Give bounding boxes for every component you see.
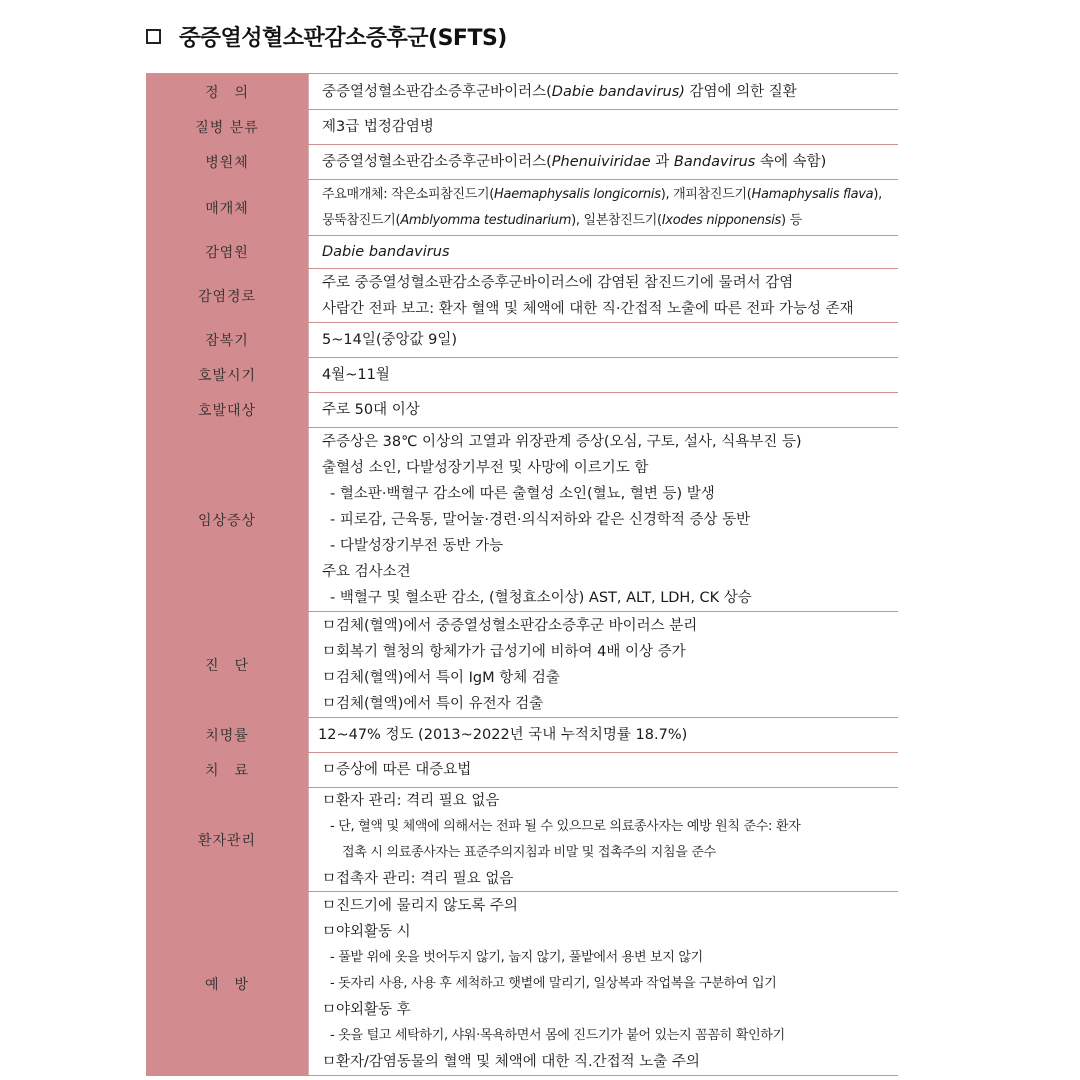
row-label: 임상증상	[146, 428, 309, 611]
row-content	[309, 358, 898, 392]
row-content	[309, 788, 898, 891]
species-italic: Haemaphysalis longicornis	[494, 186, 661, 202]
source-text: Dabie bandavirus	[322, 244, 450, 260]
table-row-source	[146, 236, 898, 269]
text-segment: 중증열성혈소판감소증후군바이러스(	[322, 83, 552, 100]
row-label: 예 방	[146, 892, 309, 1075]
text-segment: 중증열성혈소판감소증후군바이러스(	[322, 154, 552, 170]
text-segment: 뭉뚝참진드기(	[322, 212, 401, 228]
row-label: 병원체	[146, 145, 309, 179]
season-text: 4월~11월	[322, 367, 390, 383]
species-italic: Amblyomma testudinarium	[400, 212, 572, 228]
diagnosis-line-4: ㅁ검체(혈액)에서 특이 유전자 검출	[322, 695, 544, 712]
prevention-line-7: ㅁ환자/감염동물의 혈액 및 체액에 대한 직.간접적 노출 주의	[322, 1053, 700, 1070]
clinical-line-2: 출혈성 소인, 다발성장기부전 및 사망에 이르기도 함	[322, 459, 649, 476]
table-row-patient-management	[146, 788, 898, 892]
row-content	[309, 428, 898, 611]
pathogen-text	[322, 149, 888, 175]
diagnosis-line-1: ㅁ검체(혈액)에서 중증열성혈소판감소증후군 바이러스 분리	[322, 617, 698, 634]
page-title: 중증열성혈소판감소증후군(SFTS)	[179, 25, 507, 51]
patient-mgmt-line-3: 접촉 시 의료종사자는 표준주의지침과 비말 및 접촉주의 지침을 준수	[342, 844, 716, 860]
row-content	[309, 753, 898, 787]
route-line-1: 주로 중증열성혈소판감소증후군바이러스에 감염된 참진드기에 물려서 감염	[322, 274, 794, 291]
fatality-text: 12~47% 정도 (2013~2022년 국내 누적치명률 18.7%)	[318, 727, 688, 743]
row-content	[309, 236, 898, 268]
text-segment: ), 일본참진드기(	[571, 212, 662, 228]
prevention-line-3: - 풀밭 위에 옷을 벗어두지 않기, 눕지 않기, 풀밭에서 용변 보지 않기	[330, 949, 703, 965]
species-italic: Hamaphysalis flava	[751, 186, 874, 202]
vector-line-1	[322, 182, 888, 208]
row-label: 진 단	[146, 612, 309, 717]
text-segment: 속에 속함)	[755, 154, 827, 170]
vector-line-2	[322, 208, 888, 234]
patient-mgmt-line-4: ㅁ접촉자 관리: 격리 필요 없음	[322, 870, 514, 887]
row-content	[309, 269, 898, 322]
row-content	[309, 612, 898, 717]
clinical-line-7: - 백혈구 및 혈소판 감소, (혈청효소이상) AST, ALT, LDH, CK 상승	[330, 589, 752, 606]
diagnosis-line-3: ㅁ검체(혈액)에서 특이 IgM 항체 검출	[322, 669, 560, 686]
row-content	[309, 145, 898, 179]
table-row-incubation	[146, 323, 898, 358]
prevention-line-2: ㅁ야외활동 시	[322, 923, 411, 940]
row-label: 치명률	[146, 718, 309, 752]
definition-text	[322, 79, 888, 105]
text-segment: ),	[873, 186, 882, 202]
table-row-diagnosis	[146, 612, 898, 718]
row-label: 호발대상	[146, 393, 309, 427]
text-segment: 주요매개체: 작은소피참진드기(	[322, 186, 495, 202]
clinical-line-1: 주증상은 38℃ 이상의 고열과 위장관계 증상(오심, 구토, 설사, 식욕부진 등)	[322, 433, 802, 450]
incubation-text: 5~14일(중앙값 9일)	[322, 332, 458, 348]
prevention-line-6: - 옷을 털고 세탁하기, 샤워·목욕하면서 몸에 진드기가 붙어 있는지 꼼꼼히 확인하기	[330, 1027, 785, 1043]
row-content	[309, 74, 898, 109]
checkbox-square-icon	[146, 29, 161, 44]
table-row-treatment	[146, 753, 898, 788]
row-content	[309, 718, 898, 752]
row-label: 호발시기	[146, 358, 309, 392]
table-row-route	[146, 269, 898, 323]
classification-text: 제3급 법정감염병	[322, 119, 434, 135]
text-segment: 감염에 의한 질환	[684, 83, 797, 100]
row-label: 감염경로	[146, 269, 309, 322]
row-label: 감염원	[146, 236, 309, 268]
section-heading	[146, 18, 507, 54]
prevention-line-5: ㅁ야외활동 후	[322, 1001, 411, 1018]
table-row-definition	[146, 74, 898, 110]
table-row-target	[146, 393, 898, 428]
table-row-pathogen	[146, 145, 898, 180]
text-segment: 과	[650, 154, 674, 170]
prevention-line-1: ㅁ진드기에 물리지 않도록 주의	[322, 897, 518, 914]
prevention-line-4: - 돗자리 사용, 사용 후 세척하고 햇볕에 말리기, 일상복과 작업복을 구분하여 입기	[330, 975, 777, 991]
clinical-line-6: 주요 검사소견	[322, 563, 411, 580]
row-content	[309, 180, 898, 235]
target-text: 주로 50대 이상	[322, 402, 420, 418]
table-row-prevention	[146, 892, 898, 1076]
row-content	[309, 110, 898, 144]
family-name-italic: Phenuiviridae	[551, 154, 651, 170]
clinical-line-4: - 피로감, 근육통, 말어눌·경련·의식저하와 같은 신경학적 증상 동반	[330, 511, 751, 528]
route-line-2: 사람간 전파 보고: 환자 혈액 및 체액에 대한 직·간접적 노출에 따른 전파 가능성 존재	[322, 300, 854, 317]
clinical-line-3: - 혈소판·백혈구 감소에 따른 출혈성 소인(혈뇨, 혈변 등) 발생	[330, 485, 715, 502]
patient-mgmt-line-2: - 단, 혈액 및 체액에 의해서는 전파 될 수 있으므로 의료종사자는 예방 원칙 준수: 환자	[330, 818, 801, 834]
row-content	[309, 323, 898, 357]
row-label: 치 료	[146, 753, 309, 787]
virus-name-italic: Dabie bandavirus)	[551, 83, 685, 100]
clinical-line-5: - 다발성장기부전 동반 가능	[330, 537, 504, 554]
species-italic: Ixodes nipponensis	[661, 212, 782, 228]
row-content	[309, 892, 898, 1075]
table-row-season	[146, 358, 898, 393]
text-segment: ) 등	[781, 212, 802, 228]
row-content	[309, 393, 898, 427]
row-label: 매개체	[146, 180, 309, 235]
row-label: 잠복기	[146, 323, 309, 357]
table-row-fatality	[146, 718, 898, 753]
row-label: 환자관리	[146, 788, 309, 891]
table-row-classification	[146, 110, 898, 145]
diagnosis-line-2: ㅁ회복기 혈청의 항체가가 급성기에 비하여 4배 이상 증가	[322, 643, 686, 660]
table-row-clinical	[146, 428, 898, 612]
genus-name-italic: Bandavirus	[673, 154, 756, 170]
row-label: 질병 분류	[146, 110, 309, 144]
table-row-vector	[146, 180, 898, 236]
row-label: 정 의	[146, 74, 309, 109]
text-segment: ), 개피참진드기(	[660, 186, 752, 202]
treatment-text: ㅁ증상에 따른 대증요법	[322, 762, 472, 778]
disease-info-table	[146, 73, 898, 1076]
patient-mgmt-line-1: ㅁ환자 관리: 격리 필요 없음	[322, 792, 500, 809]
